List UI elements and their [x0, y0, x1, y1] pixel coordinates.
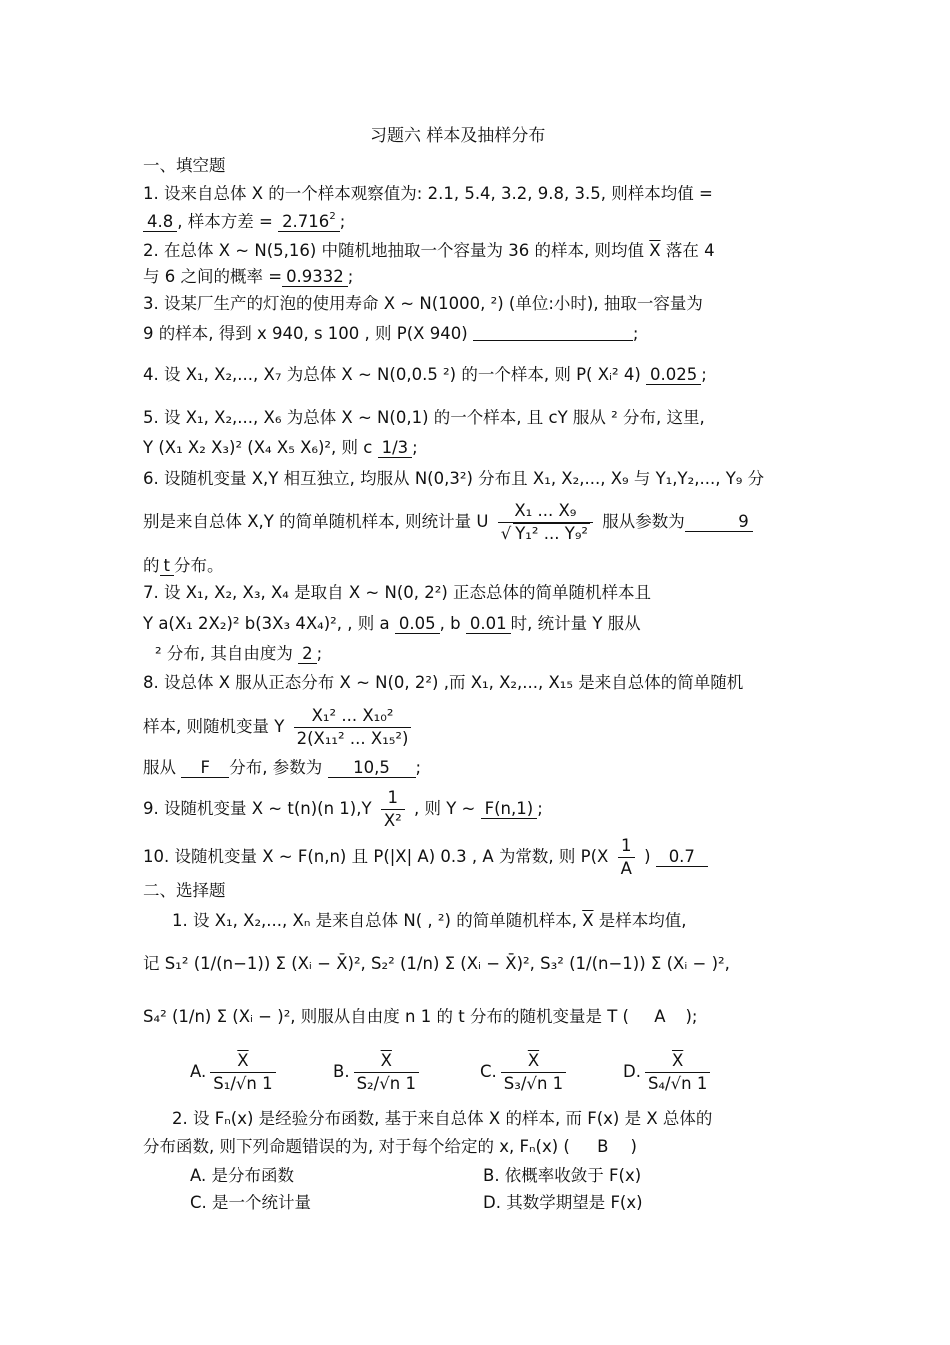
- choice-1-option-c[interactable]: C. $\frac{\overline{X}}{\text{S₃/√n 1}}$: [480, 1050, 570, 1095]
- choice-2-line-1: 2. 设 Fₙ(x) 是经验分布函数, 基于来自总体 X 的样本, 而 F(x) 是 X 总体的: [172, 1109, 713, 1128]
- answer-c1: A: [654, 1007, 666, 1026]
- choice-1-option-a[interactable]: A. $\frac{\overline{X}}{\text{S₁/√n 1}}$: [190, 1050, 280, 1095]
- answer-7b: 0.01: [466, 615, 511, 634]
- choice-2-option-a[interactable]: A. 是分布函数: [190, 1166, 294, 1185]
- question-6-line-3: 的 t 分布。: [143, 556, 224, 575]
- question-7-line-1: 7. 设 X₁, X₂, X₃, X₄ 是取自 X ~ N(0, 2²) 正态总体的简单随机样本且: [143, 583, 652, 602]
- section-fill-blank: 一、填空题: [143, 156, 226, 175]
- fraction-u: $\frac{\text{X₁ ... X₉}}{\text{√ Y₁² ... Y₉²}}$: [498, 500, 593, 545]
- choice-1-line-1: 1. 设 X₁, X₂,..., Xₙ 是来自总体 N( , ²) 的简单随机样本, $\overline{X}$ 是样本均值,: [172, 911, 687, 930]
- question-8-line-1: 8. 设总体 X 服从正态分布 X ~ N(0, 2²) ,而 X₁, X₂,..., X₁₅ 是来自总体的简单随机: [143, 673, 744, 692]
- answer-5: 1/3: [378, 439, 413, 458]
- answer-7c: 2: [298, 645, 317, 664]
- answer-c2: B: [597, 1137, 609, 1156]
- question-9: 9. 设随机变量 X ~ t(n)(n 1),Y $\frac{1}{\text{X²}}$ , 则 Y ~ F(n,1) ;: [143, 788, 543, 830]
- question-5-line-1: 5. 设 X₁, X₂,..., X₆ 为总体 X ~ N(0,1) 的一个样本, 且 cY 服从 ² 分布, 这里,: [143, 408, 705, 427]
- answer-1a: 4.8: [143, 213, 177, 232]
- fraction-y: $\frac{\text{X₁² ... X₁₀²}}{\text{2(X₁₁² ... X₁₅²)}}$: [294, 705, 412, 750]
- page-title: 习题六 样本及抽样分布: [370, 126, 546, 146]
- answer-6b: t: [160, 557, 174, 576]
- answer-3-blank: [473, 324, 633, 341]
- question-6-line-1: 6. 设随机变量 X,Y 相互独立, 均服从 N(0,3²) 分布且 X₁, X₂,..., X₉ 与 Y₁,Y₂,..., Y₉ 分: [143, 469, 765, 488]
- question-10: 10. 设随机变量 X ~ F(n,n) 且 P(|X| A) 0.3 , A 为常数, 则 P(X $\frac{1}{A}$ ) 0.7: [143, 835, 708, 880]
- answer-10: 0.7: [656, 848, 708, 867]
- fraction-9: $\frac{1}{\text{X²}}$: [381, 787, 405, 832]
- question-5-line-2: Y (X₁ X₂ X₃)² (X₄ X₅ X₆)², 则 c 1/3 ;: [143, 438, 418, 457]
- question-3-line-2: 9 的样本, 得到 x 940, s 100 , 则 P(X 940) ;: [143, 324, 639, 343]
- question-2-line-1: 2. 在总体 X ~ N(5,16) 中随机地抽取一个容量为 36 的样本, 则均值 $\overline{X}$ 落在 4: [143, 241, 715, 260]
- answer-8b: 10,5: [328, 759, 416, 778]
- choice-2-line-2: 分布函数, 则下列命题错误的为, 对于每个给定的 x, Fₙ(x) ( B ): [143, 1137, 637, 1156]
- choice-2-option-c[interactable]: C. 是一个统计量: [190, 1193, 312, 1212]
- question-7-line-2: Y a(X₁ 2X₂)² b(3X₃ 4X₄)², , 则 a 0.05 , b 0.01 时, 统计量 Y 服从: [143, 614, 641, 633]
- choice-1-line-2: 记 S₁² (1/(n−1)) Σ (Xᵢ − X̄)², S₂² (1/n) Σ (Xᵢ − X̄)², S₃² (1/(n−1)) Σ (Xᵢ − )²,: [143, 954, 730, 973]
- choice-1-option-d[interactable]: D. $\frac{\overline{X}}{\text{S₄/√n 1}}$: [623, 1050, 714, 1095]
- answer-2: 0.9332: [282, 268, 348, 287]
- answer-6a: 9: [685, 513, 753, 532]
- choice-2-option-d[interactable]: D. 其数学期望是 F(x): [483, 1193, 643, 1212]
- question-1-line-1: 1. 设来自总体 X 的一个样本观察值为: 2.1, 5.4, 3.2, 9.8, 3.5, 则样本均值 =: [143, 184, 713, 203]
- question-1-line-2: 4.8 , 样本方差 = 2.716$^2$ ;: [143, 208, 345, 233]
- question-8-line-3: 服从 F 分布, 参数为 10,5 ;: [143, 758, 422, 777]
- choice-2-option-b[interactable]: B. 依概率收敛于 F(x): [483, 1166, 642, 1185]
- question-7-line-3: ² 分布, 其自由度为 2 ;: [155, 644, 323, 663]
- choice-1-option-b[interactable]: B. $\frac{\overline{X}}{\text{S₂/√n 1}}$: [333, 1050, 423, 1095]
- answer-8a: F: [181, 759, 229, 778]
- fraction-10: $\frac{1}{A}$: [618, 835, 635, 880]
- question-8-line-2: 样本, 则随机变量 Y $\frac{\text{X₁² ... X₁₀²}}{\text{2(X₁₁² ... X₁₅²)}}$: [143, 705, 415, 750]
- choice-1-line-3: S₄² (1/n) Σ (Xᵢ − )², 则服从自由度 n 1 的 t 分布的随机变量是 T ( A );: [143, 1007, 698, 1026]
- question-2-line-2: 与 6 之间的概率 = 0.9332 ;: [143, 267, 354, 286]
- answer-1b: 2.716$^2$: [278, 208, 340, 232]
- question-4: 4. 设 X₁, X₂,..., X₇ 为总体 X ~ N(0,0.5 ²) 的一个样本, 则 P( Xᵢ² 4) 0.025 ;: [143, 365, 707, 384]
- section-choice: 二、选择题: [143, 881, 226, 900]
- answer-9: F(n,1): [481, 800, 538, 819]
- answer-4: 0.025: [646, 366, 701, 385]
- question-3-line-1: 3. 设某厂生产的灯泡的使用寿命 X ~ N(1000, ²) (单位:小时), 抽取一容量为: [143, 294, 703, 313]
- question-6-line-2: 别是来自总体 X,Y 的简单随机样本, 则统计量 U $\frac{\text{X₁ ... X₉}}{\text{√ Y₁² ... Y₉²}}$ 服从参数为 9: [143, 500, 753, 545]
- answer-7a: 0.05: [395, 615, 440, 634]
